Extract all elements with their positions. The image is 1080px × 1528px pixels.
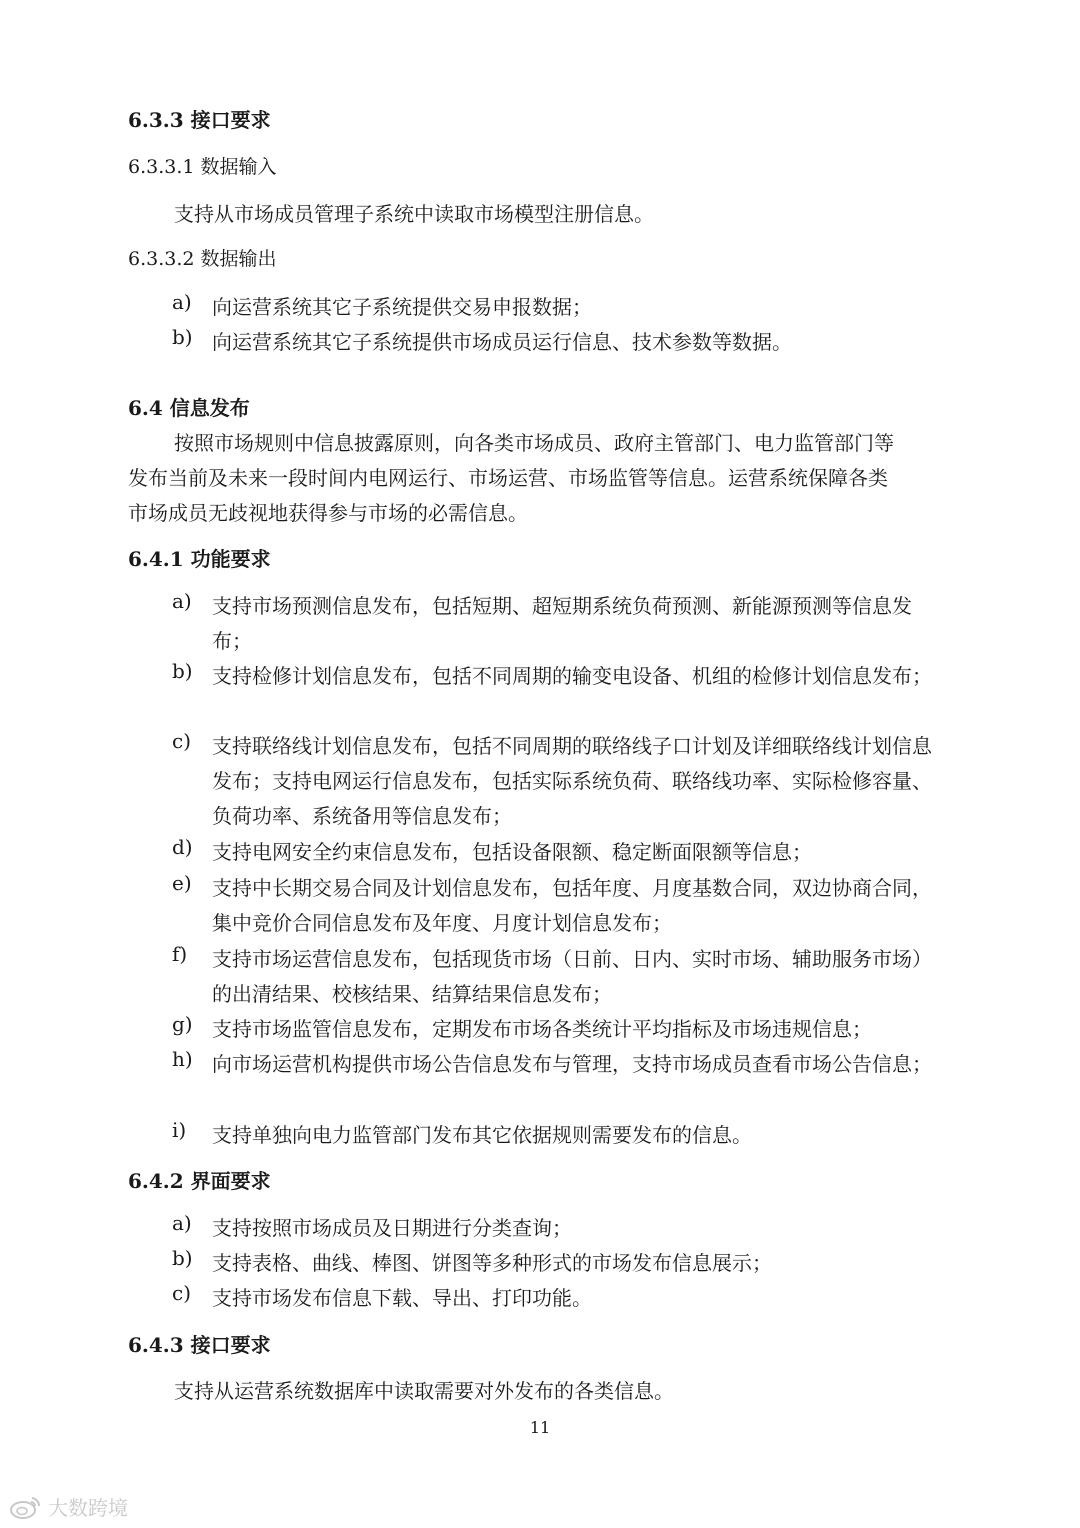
heading-6-3-3-1: 6.3.3.1 数据输入 xyxy=(128,156,277,178)
heading-6-4-2: 6.4.2 界面要求 xyxy=(128,1169,271,1193)
list-item-text: 支持市场监管信息发布，定期发布市场各类统计平均指标及市场违规信息； xyxy=(212,1017,872,1041)
list-item-label: i) xyxy=(172,1118,187,1142)
paragraph-line: 发布当前及未来一段时间内电网运行、市场运营、市场监管等信息。运营系统保障各类 xyxy=(128,466,888,490)
list-item-label: a) xyxy=(172,290,192,314)
list-item-text: 支持表格、曲线、棒图、饼图等多种形式的市场发布信息展示； xyxy=(212,1251,772,1275)
list-item-label: h) xyxy=(172,1047,193,1071)
list-item-label: a) xyxy=(172,589,192,613)
watermark xyxy=(8,1492,128,1521)
list-item-label: b) xyxy=(172,659,193,683)
list-item-label: g) xyxy=(172,1012,193,1036)
list-item-text: 支持单独向电力监管部门发布其它依据规则需要发布的信息。 xyxy=(212,1123,752,1147)
heading-6-4: 6.4 信息发布 xyxy=(128,396,250,420)
list-item-text: 支持检修计划信息发布，包括不同周期的输变电设备、机组的检修计划信息发布； xyxy=(212,664,932,688)
heading-6-3-3-2: 6.3.3.2 数据输出 xyxy=(128,248,277,270)
list-item-text: 支持按照市场成员及日期进行分类查询； xyxy=(212,1216,572,1240)
list-item-label: e) xyxy=(172,871,192,895)
list-item-text: 支持联络线计划信息发布，包括不同周期的联络线子口计划及详细联络线计划信息发布；支持电网运行信息发布，包括实际系统负荷、联络线功率、实际检修容量、负荷功率、系统备用等信息发布； xyxy=(212,734,932,828)
heading-6-3-3: 6.3.3 接口要求 xyxy=(128,108,271,132)
list-item-label: d) xyxy=(172,835,193,859)
list-item-label: a) xyxy=(172,1211,192,1235)
list-item-text: 支持中长期交易合同及计划信息发布，包括年度、月度基数合同，双边协商合同，集中竞价合同信息发布及年度、月度计划信息发布； xyxy=(212,876,932,935)
list-item-text: 向运营系统其它子系统提供市场成员运行信息、技术参数等数据。 xyxy=(212,330,792,354)
list-item-text: 支持市场运营信息发布，包括现货市场（日前、日内、实时市场、辅助服务市场）的出清结果、校核结果、结算结果信息发布； xyxy=(212,947,932,1006)
heading-6-4-3: 6.4.3 接口要求 xyxy=(128,1333,271,1357)
list-item-label: b) xyxy=(172,325,193,349)
list-item-label: f) xyxy=(172,942,188,966)
paragraph-data-input: 支持从市场成员管理子系统中读取市场模型注册信息。 xyxy=(174,202,654,226)
paragraph-line: 按照市场规则中信息披露原则，向各类市场成员、政府主管部门、电力监管部门等 xyxy=(174,431,894,455)
list-item-text: 支持市场预测信息发布，包括短期、超短期系统负荷预测、新能源预测等信息发布； xyxy=(212,594,912,653)
list-item-label: b) xyxy=(172,1246,193,1270)
weibo-logo-icon xyxy=(8,1494,42,1520)
list-item-text: 向市场运营机构提供市场公告信息发布与管理，支持市场成员查看市场公告信息； xyxy=(212,1052,932,1076)
list-item-text: 支持市场发布信息下载、导出、打印功能。 xyxy=(212,1286,592,1310)
page-number: 11 xyxy=(529,1418,551,1437)
watermark-text: 大数跨境 xyxy=(48,1496,128,1520)
paragraph-line: 市场成员无歧视地获得参与市场的必需信息。 xyxy=(128,501,528,525)
heading-6-4-1: 6.4.1 功能要求 xyxy=(128,547,271,571)
paragraph-interface: 支持从运营系统数据库中读取需要对外发布的各类信息。 xyxy=(174,1379,674,1403)
list-item-text: 向运营系统其它子系统提供交易申报数据； xyxy=(212,295,592,319)
list-item-text: 支持电网安全约束信息发布，包括设备限额、稳定断面限额等信息； xyxy=(212,840,812,864)
list-item-label: c) xyxy=(172,729,192,753)
list-item-label: c) xyxy=(172,1281,192,1305)
